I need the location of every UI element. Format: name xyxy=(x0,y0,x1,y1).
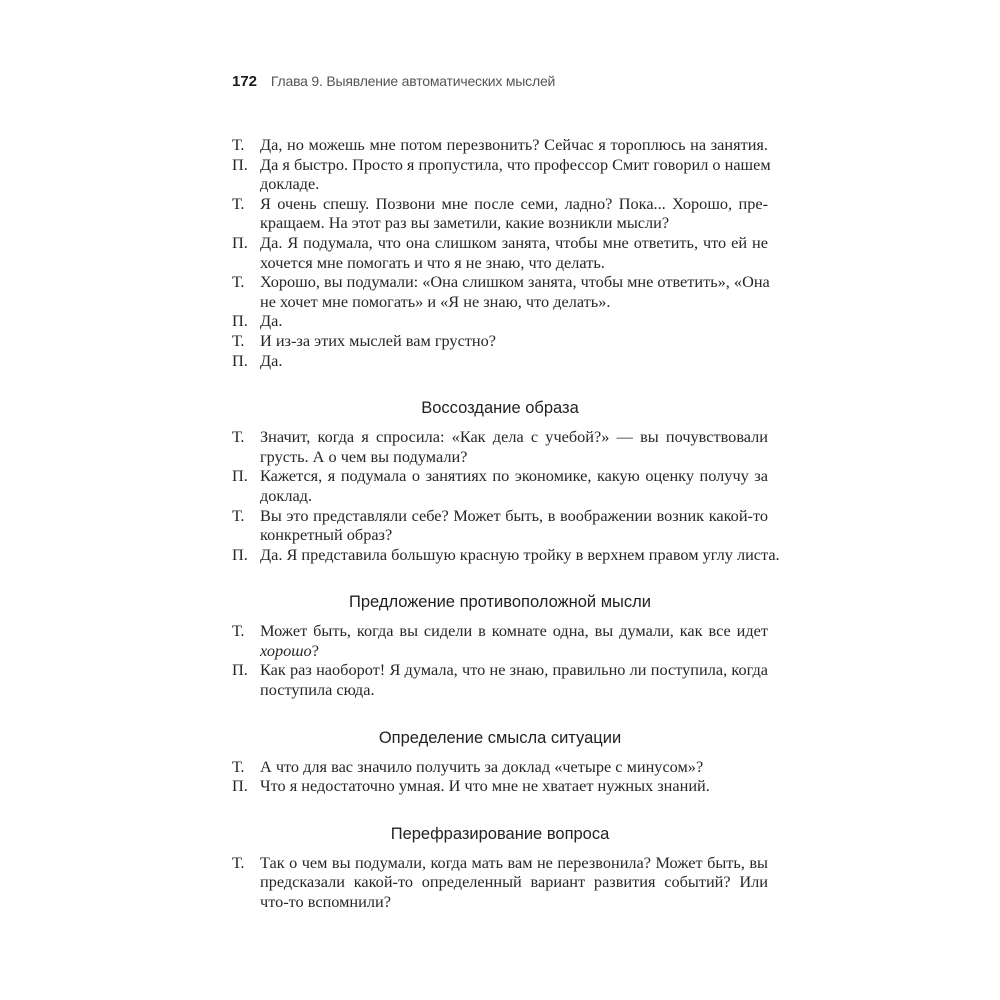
dialogue-utterance xyxy=(232,331,768,351)
section xyxy=(232,590,768,699)
text-line: грусть. А о чем вы подумали? xyxy=(260,446,468,466)
section-heading: Воссоздание образа xyxy=(421,399,579,418)
text-line: Хорошо, вы подумали: «Она слишком занята, чтобы мне ответить», «Она xyxy=(260,272,770,292)
section-heading: Перефразирование вопроса xyxy=(390,824,610,843)
text-line: Да, но можешь мне потом перезвонить? Сейчас я тороплюсь на занятия. xyxy=(260,135,768,154)
speaker-label: Т. xyxy=(232,272,245,292)
dialogue-utterance xyxy=(232,660,768,699)
dialogue-utterance xyxy=(232,466,768,505)
dialogue-utterance xyxy=(232,311,768,331)
section-heading: Определение смысла ситуации xyxy=(378,728,622,747)
text-line: Да я быстро. Просто я пропустила, что профессор Смит говорил о нашем xyxy=(260,154,771,174)
dialogue-utterance xyxy=(232,351,768,371)
text-line: Вы это представляли себе? Может быть, в воображении возник какой-то xyxy=(260,505,768,525)
speaker-label: П. xyxy=(232,232,248,252)
text-line: Как раз наоборот! Я думала, что не знаю, правильно ли поступила, когда xyxy=(260,660,768,680)
section-heading: Предложение противоположной мысли xyxy=(348,593,652,612)
dialogue-utterance xyxy=(232,757,768,777)
page-number: 172 xyxy=(232,73,258,90)
speaker-label: П. xyxy=(232,154,248,174)
section xyxy=(232,396,780,564)
text-line: Значит, когда я спросила: «Как дела с учебой?» — вы почувствовали xyxy=(260,427,768,447)
running-header xyxy=(232,73,555,90)
speaker-label: П. xyxy=(232,350,248,370)
text-line: Я очень спешу. Позвони мне после семи, ладно? Пока... Хорошо, пре- xyxy=(260,193,768,213)
text-line xyxy=(260,641,768,661)
speaker-label: П. xyxy=(232,660,248,680)
text-line: Да. xyxy=(260,311,283,331)
dialogue-utterance xyxy=(232,427,768,466)
dialogue-utterance xyxy=(232,776,768,796)
dialogue-utterance xyxy=(232,194,768,233)
speaker-label: П. xyxy=(232,544,248,564)
text-line: Может быть, когда вы сидели в комнате одна, вы думали, как все идет xyxy=(260,621,768,641)
speaker-label: Т. xyxy=(232,756,245,776)
text-line: Да. Я подумала, что она слишком занята, чтобы мне ответить, что ей не xyxy=(260,232,768,252)
text-line: Кажется, я подумала о занятиях по экономике, какую оценку получу за xyxy=(260,466,768,486)
text-line: доклад. xyxy=(260,485,313,505)
text-line: предсказали какой-то определенный вариант развития событий? Или xyxy=(260,872,768,892)
speaker-label: П. xyxy=(232,466,248,486)
text-line: Что я недостаточно умная. И что мне не хватает нужных знаний. xyxy=(260,776,710,796)
text-line: докладе. xyxy=(260,174,320,194)
text-line: кращаем. На этот раз вы заметили, какие возникли мысли? xyxy=(260,213,670,233)
text-line: что-то вспомнили? xyxy=(260,892,391,912)
dialogue-utterance xyxy=(232,154,771,194)
dialogue-utterance xyxy=(232,506,768,545)
text-line: хочется мне помогать и что я не знаю, что делать. xyxy=(260,252,605,272)
text-line: не хочет мне помогать» и «Я не знаю, что делать». xyxy=(260,291,611,311)
speaker-label: Т. xyxy=(232,193,245,213)
text-line: Да. Я представила большую красную тройку в верхнем правом углу листа. xyxy=(260,544,780,564)
dialogue-utterance xyxy=(232,135,768,155)
section xyxy=(232,822,768,912)
text-line: А что для вас значило получить за доклад «четыре с минусом»? xyxy=(260,756,704,776)
speaker-label: Т. xyxy=(232,852,245,872)
running-title: Глава 9. Выявление автоматических мыслей xyxy=(270,73,556,89)
text-line: Да. xyxy=(260,350,283,370)
speaker-label: Т. xyxy=(232,621,245,641)
section xyxy=(232,726,768,796)
speaker-label: Т. xyxy=(232,135,245,154)
speaker-label: Т. xyxy=(232,427,245,447)
speaker-label: П. xyxy=(232,776,248,796)
speaker-label: Т. xyxy=(232,505,245,525)
dialogue-utterance xyxy=(232,621,768,660)
dialogue-utterance xyxy=(232,544,780,565)
dialogue-utterance xyxy=(232,853,768,912)
dialogue-utterance xyxy=(232,233,768,272)
text-line: конкретный образ? xyxy=(260,525,393,545)
emphasized-text: хорошо xyxy=(260,640,312,660)
speaker-label: Т. xyxy=(232,330,245,350)
text-segment: ? xyxy=(311,640,319,660)
speaker-label: П. xyxy=(232,311,248,331)
text-line: поступила сюда. xyxy=(260,680,375,700)
dialogue-utterance xyxy=(232,272,768,311)
text-line: И из-за этих мыслей вам грустно? xyxy=(260,330,496,350)
text-line: Так о чем вы подумали, когда мать вам не перезвонила? Может быть, вы xyxy=(260,852,768,872)
page-body xyxy=(232,135,780,912)
section xyxy=(232,135,771,370)
